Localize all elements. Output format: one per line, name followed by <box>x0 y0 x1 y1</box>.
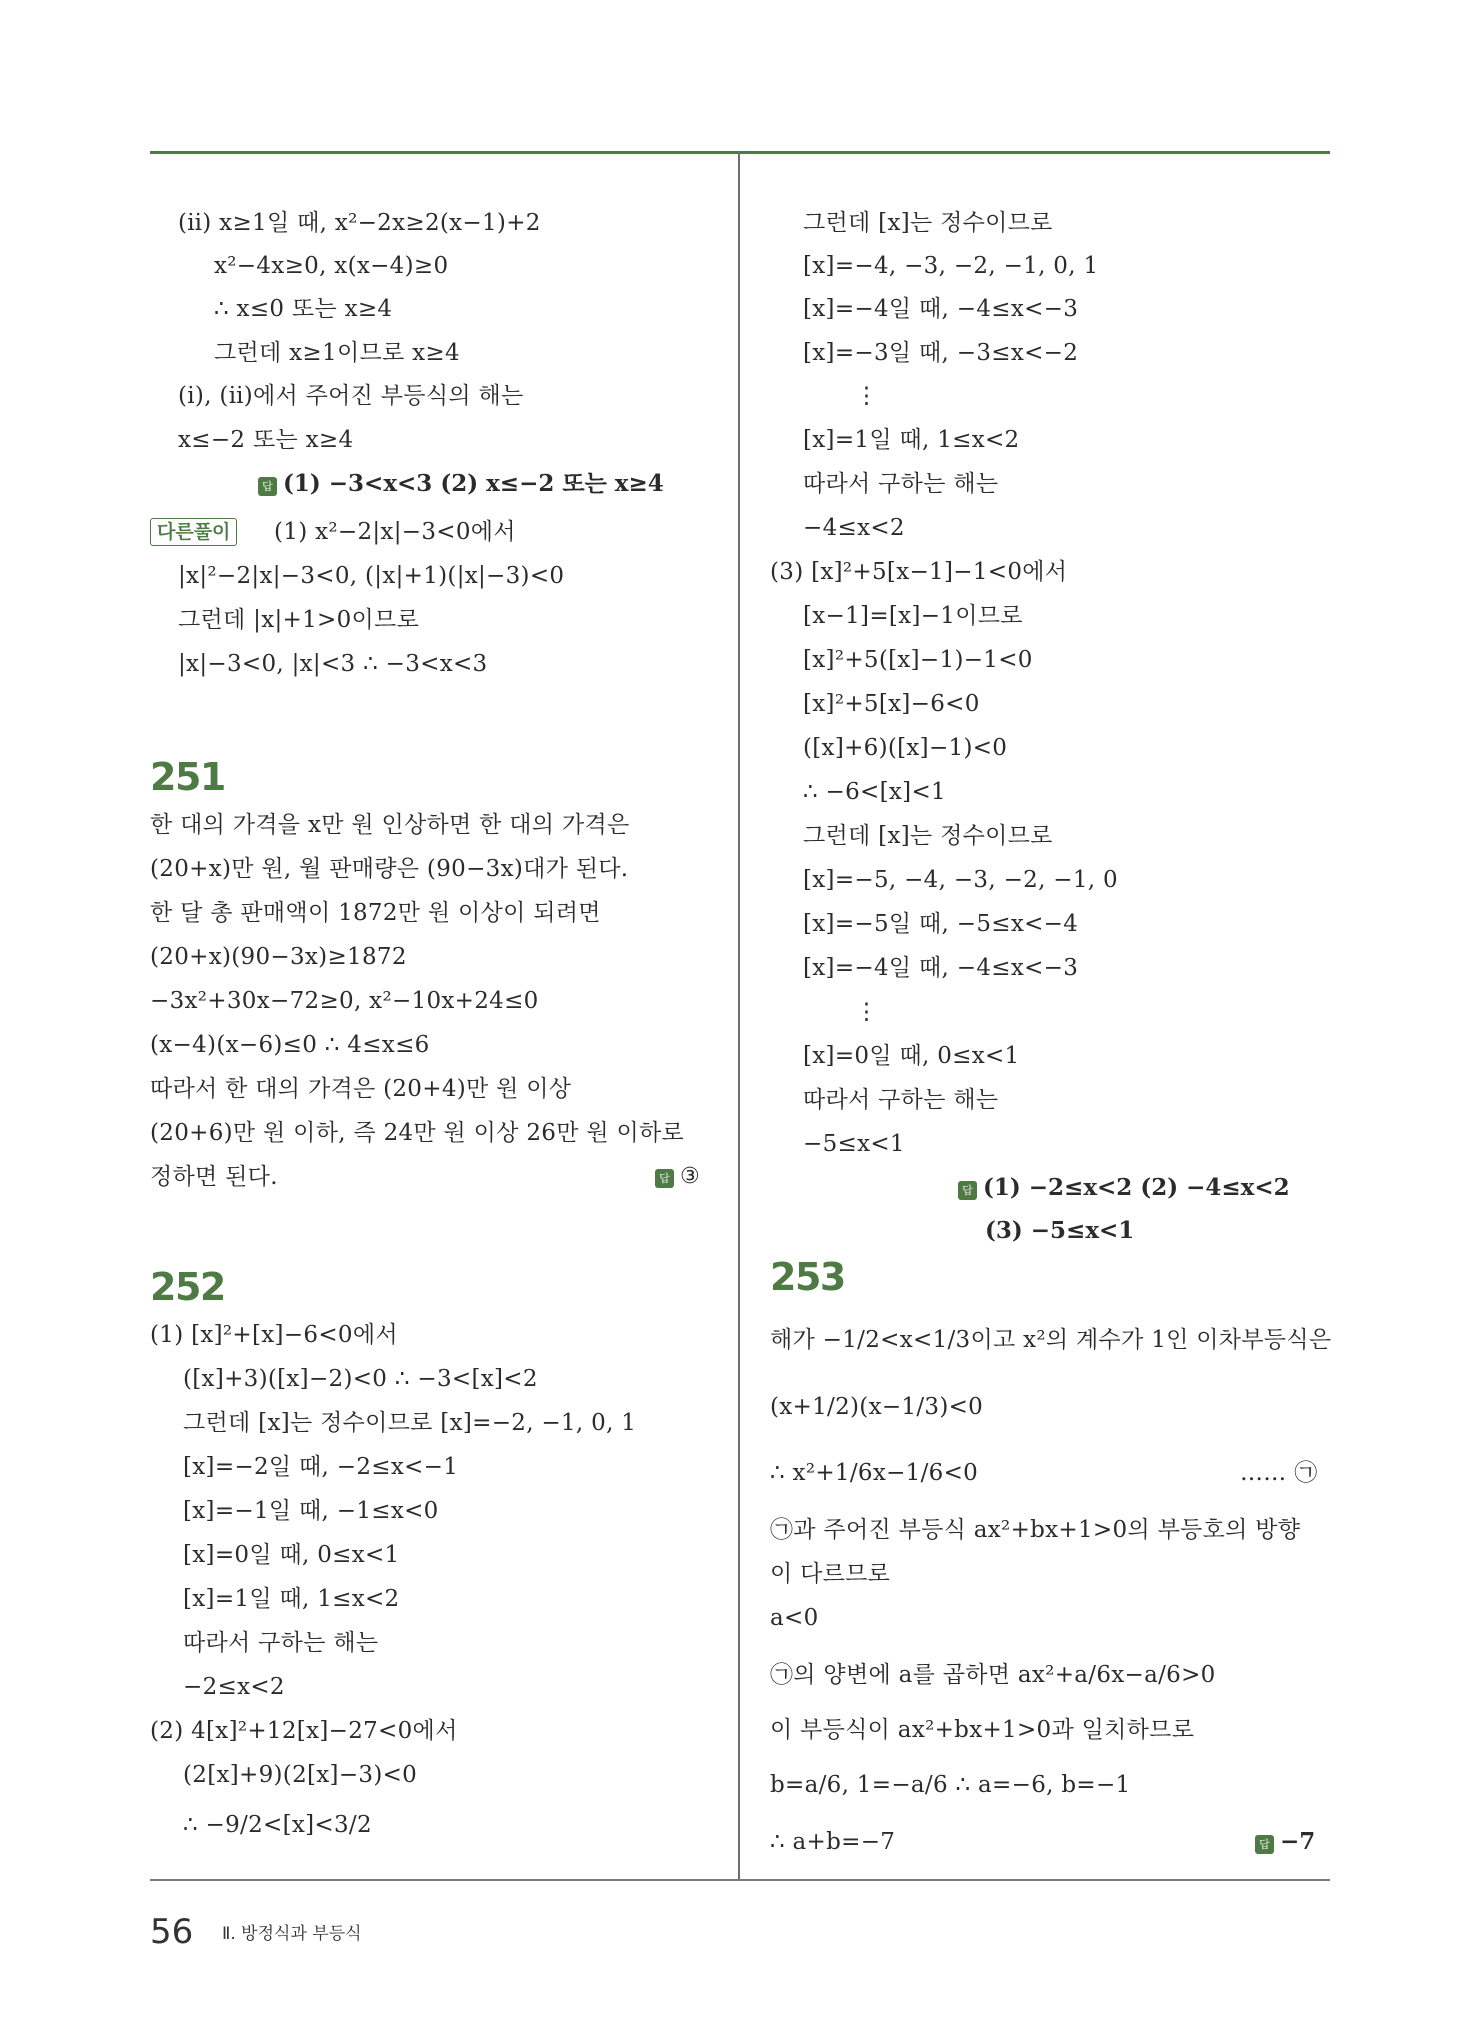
answer-line: 답 (1) −2≤x<2 (2) −4≤x<2 <box>958 1173 1290 1203</box>
text-line: [x]=−5, −4, −3, −2, −1, 0 <box>803 867 1118 893</box>
answer-line: 답 −7 <box>1255 1827 1315 1857</box>
text-line: (x−4)(x−6)≤0 ∴ 4≤x≤6 <box>150 1032 430 1058</box>
text-line: ⋮ <box>855 999 879 1025</box>
text-line: [x]²+5([x]−1)−1<0 <box>803 647 1033 673</box>
column-divider <box>738 151 740 1880</box>
text-line: 한 대의 가격을 x만 원 인상하면 한 대의 가격은 <box>150 812 630 838</box>
text-line: 따라서 구하는 해는 <box>183 1630 379 1656</box>
text-line: (2[x]+9)(2[x]−3)<0 <box>183 1762 418 1788</box>
answer-icon: 답 <box>258 477 277 496</box>
text-line: 따라서 구하는 해는 <box>803 471 999 497</box>
text-line: x≤−2 또는 x≥4 <box>178 427 354 453</box>
alt-solution-badge: 다른풀이 <box>150 518 237 546</box>
text-line: |x|²−2|x|−3<0, (|x|+1)(|x|−3)<0 <box>178 563 565 589</box>
text-line: (1) x²−2|x|−3<0에서 <box>274 519 516 545</box>
text-line: (20+x)(90−3x)≥1872 <box>150 944 407 970</box>
text-line: (ⅰ), (ⅱ)에서 주어진 부등식의 해는 <box>178 383 524 409</box>
text-line: (ⅱ) x≥1일 때, x²−2x≥2(x−1)+2 <box>178 210 541 236</box>
text-line: [x]=−2일 때, −2≤x<−1 <box>183 1454 459 1480</box>
text-line: 그런데 [x]는 정수이므로 [x]=−2, −1, 0, 1 <box>183 1410 637 1436</box>
text-line: [x]=0일 때, 0≤x<1 <box>803 1043 1020 1069</box>
text-line: [x]=0일 때, 0≤x<1 <box>183 1542 400 1568</box>
top-rule <box>150 151 1330 154</box>
text-line: ㉠의 양변에 a를 곱하면 ax²+a/6x−a/6>0 <box>770 1662 1216 1688</box>
answer-line: 답 ③ <box>655 1162 700 1192</box>
text-line: ∴ −9/2<[x]<3/2 <box>183 1812 372 1838</box>
text-line: [x]=−3일 때, −3≤x<−2 <box>803 340 1079 366</box>
text-line: [x]=−1일 때, −1≤x<0 <box>183 1498 439 1524</box>
text-line: ∴ x≤0 또는 x≥4 <box>214 296 393 322</box>
problem-number: 252 <box>150 1265 225 1309</box>
text-line: (3) [x]²+5[x−1]−1<0에서 <box>770 559 1068 585</box>
problem-number: 253 <box>770 1255 845 1299</box>
answer-line: (3) −5≤x<1 <box>985 1217 1135 1244</box>
text-line: 따라서 구하는 해는 <box>803 1087 999 1113</box>
text-line: (1) [x]²+[x]−6<0에서 <box>150 1322 398 1348</box>
answer-icon: 답 <box>1255 1835 1274 1854</box>
text-line: ㉠과 주어진 부등식 ax²+bx+1>0의 부등호의 방향 <box>770 1517 1301 1543</box>
text-line: [x]=−5일 때, −5≤x<−4 <box>803 911 1079 937</box>
text-line: x²−4x≥0, x(x−4)≥0 <box>214 253 449 279</box>
text-line: −5≤x<1 <box>803 1131 905 1157</box>
text-line: ([x]+6)([x]−1)<0 <box>803 735 1008 761</box>
text-line: (20+6)만 원 이하, 즉 24만 원 이상 26만 원 이하로 <box>150 1120 685 1146</box>
text-line: 이 부등식이 ax²+bx+1>0과 일치하므로 <box>770 1717 1195 1743</box>
text-line: 해가 −1/2<x<1/3이고 x²의 계수가 1인 이차부등식은 <box>770 1327 1332 1353</box>
text-line: ∴ a+b=−7 <box>770 1829 896 1855</box>
text-line: 그런데 [x]는 정수이므로 <box>803 210 1053 236</box>
text-line: 그런데 [x]는 정수이므로 <box>803 823 1053 849</box>
page-number: 56 <box>150 1912 194 1952</box>
equation-marker: …… ㉠ <box>1240 1460 1318 1486</box>
text-line: [x−1]=[x]−1이므로 <box>803 603 1023 629</box>
text-line: 그런데 |x|+1>0이므로 <box>178 607 420 633</box>
section-title: Ⅱ. 방정식과 부등식 <box>222 1924 362 1944</box>
text-line: −4≤x<2 <box>803 515 905 541</box>
text-line: [x]²+5[x]−6<0 <box>803 691 980 717</box>
answer-icon: 답 <box>655 1169 674 1188</box>
text-line: ∴ −6<[x]<1 <box>803 779 946 805</box>
answer-line: 답 (1) −3<x<3 (2) x≤−2 또는 x≥4 <box>258 469 664 499</box>
text-line: ∴ x²+1/6x−1/6<0 <box>770 1460 979 1486</box>
text-line: (20+x)만 원, 월 판매량은 (90−3x)대가 된다. <box>150 856 629 882</box>
text-line: −2≤x<2 <box>183 1674 285 1700</box>
text-line: 정하면 된다. <box>150 1164 278 1190</box>
text-line: [x]=−4일 때, −4≤x<−3 <box>803 955 1079 981</box>
text-line: 한 달 총 판매액이 1872만 원 이상이 되려면 <box>150 900 601 926</box>
text-line: [x]=−4일 때, −4≤x<−3 <box>803 296 1079 322</box>
text-line: (x+1/2)(x−1/3)<0 <box>770 1394 984 1420</box>
text-line: |x|−3<0, |x|<3 ∴ −3<x<3 <box>178 651 488 677</box>
text-line: 그런데 x≥1이므로 x≥4 <box>214 340 460 366</box>
text-line: [x]=1일 때, 1≤x<2 <box>803 427 1020 453</box>
text-line: b=a/6, 1=−a/6 ∴ a=−6, b=−1 <box>770 1772 1131 1798</box>
bottom-rule <box>150 1879 1330 1881</box>
problem-number: 251 <box>150 755 225 799</box>
text-line: −3x²+30x−72≥0, x²−10x+24≤0 <box>150 988 539 1014</box>
answer-icon: 답 <box>958 1181 977 1200</box>
text-line: [x]=1일 때, 1≤x<2 <box>183 1586 400 1612</box>
text-line: 따라서 한 대의 가격은 (20+4)만 원 이상 <box>150 1076 572 1102</box>
text-line: 이 다르므로 <box>770 1561 891 1587</box>
text-line: a<0 <box>770 1605 819 1631</box>
text-line: ([x]+3)([x]−2)<0 ∴ −3<[x]<2 <box>183 1366 538 1392</box>
text-line: [x]=−4, −3, −2, −1, 0, 1 <box>803 253 1099 279</box>
text-line: (2) 4[x]²+12[x]−27<0에서 <box>150 1718 458 1744</box>
text-line: ⋮ <box>855 383 879 409</box>
